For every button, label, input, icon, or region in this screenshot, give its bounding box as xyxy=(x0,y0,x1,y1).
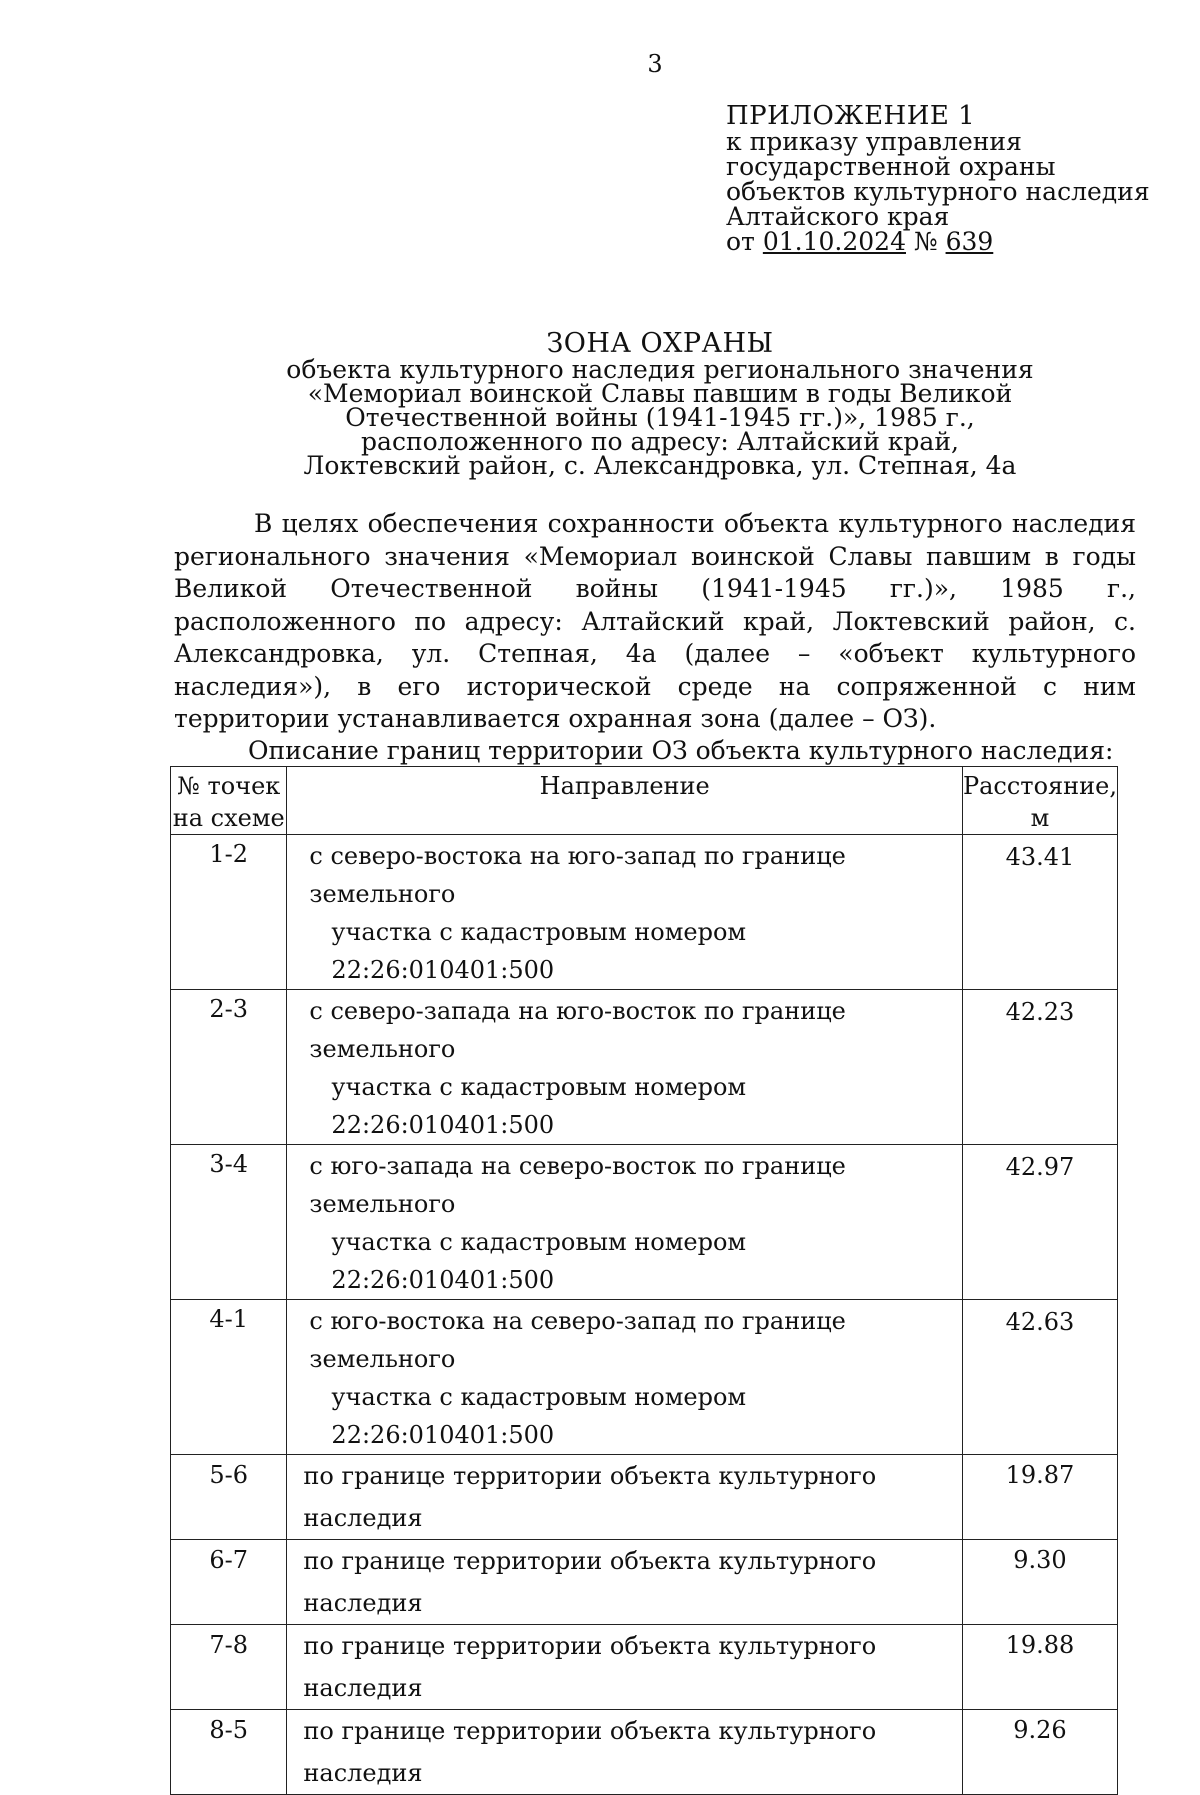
direction-cell: по границе территории объекта культурного наследия xyxy=(287,1710,963,1795)
distance-cell: 19.87 xyxy=(962,1455,1117,1540)
appendix-line: к приказу управления xyxy=(726,127,1022,156)
distance-cell: 9.26 xyxy=(962,1710,1117,1795)
appendix-title: ПРИЛОЖЕНИЕ 1 xyxy=(726,101,976,131)
table-row xyxy=(171,835,1118,990)
boundaries-table xyxy=(170,766,1118,1795)
distance-cell: 42.23 xyxy=(962,990,1117,1145)
table-row xyxy=(171,1145,1118,1300)
header-points: № точек на схеме xyxy=(171,767,287,835)
zone-line: объекта культурного наследия регионального значения xyxy=(286,355,1034,384)
number-prefix: № xyxy=(913,227,938,256)
direction-cell: с юго-востока на северо-запад по границе земельного участка с кадастровым номером 22:26:010401:500 xyxy=(287,1300,963,1455)
zone-line: Локтевский район, с. Александровка, ул. Степная, 4а xyxy=(303,451,1017,480)
distance-cell: 19.88 xyxy=(962,1625,1117,1710)
table-row xyxy=(171,990,1118,1145)
zone-title: ЗОНА ОХРАНЫ xyxy=(546,328,774,359)
zone-line: расположенного по адресу: Алтайский край, xyxy=(361,427,959,456)
appendix-line: государственной охраны xyxy=(726,152,1056,181)
appendix-line: Алтайского края xyxy=(726,202,950,231)
points-cell: 8-5 xyxy=(171,1710,287,1795)
points-cell: 4-1 xyxy=(171,1300,287,1455)
direction-cell: по границе территории объекта культурного наследия xyxy=(287,1540,963,1625)
zone-line: «Мемориал воинской Славы павшим в годы Великой xyxy=(307,379,1013,408)
zone-heading xyxy=(200,328,1120,480)
header-distance: Расстояние, м xyxy=(962,767,1117,835)
direction-cell: с юго-запада на северо-восток по границе земельного участка с кадастровым номером 22:26:010401:500 xyxy=(287,1145,963,1300)
points-cell: 3-4 xyxy=(171,1145,287,1300)
table-row xyxy=(171,1455,1118,1540)
direction-cell: по границе территории объекта культурного наследия xyxy=(287,1455,963,1540)
appendix-block xyxy=(726,101,1150,256)
table-row xyxy=(171,1300,1118,1455)
distance-cell: 42.97 xyxy=(962,1145,1117,1300)
appendix-date-line xyxy=(726,229,1150,254)
points-cell: 6-7 xyxy=(171,1540,287,1625)
zone-line: Отечественной войны (1941-1945 гг.)», 1985 г., xyxy=(345,403,975,432)
date-prefix: от xyxy=(726,227,755,256)
direction-cell: с северо-востока на юго-запад по границе земельного участка с кадастровым номером 22:26:010401:500 xyxy=(287,835,963,990)
table-row xyxy=(171,1540,1118,1625)
distance-cell: 42.63 xyxy=(962,1300,1117,1455)
table-caption: Описание границ территории ОЗ объекта культурного наследия: xyxy=(248,736,1114,765)
direction-cell: с северо-запада на юго-восток по границе земельного участка с кадастровым номером 22:26:010401:500 xyxy=(287,990,963,1145)
points-cell: 7-8 xyxy=(171,1625,287,1710)
order-date: 01.10.2024 xyxy=(762,227,906,256)
paragraph-text: В целях обеспечения сохранности объекта культурного наследия регионального значения «Мемориал воинской Славы павшим в годы Великой Отечественной войны (1941-1945 гг.)», 1985 г., расположенного по адресу: Алтайский край, Локтевский район, с. Александровка, ул. Степная, 4а (далее – «объект культурного наследия»), в его исторической среде на сопряженной с ним территории устанавливается охранная зона (далее – ОЗ). xyxy=(174,509,1136,733)
direction-cell: по границе территории объекта культурного наследия xyxy=(287,1625,963,1710)
distance-cell: 43.41 xyxy=(962,835,1117,990)
header-direction: Направление xyxy=(287,767,963,835)
body-paragraph xyxy=(174,508,1136,736)
page-number: 3 xyxy=(647,50,663,78)
table-header-row xyxy=(171,767,1118,835)
table-row xyxy=(171,1710,1118,1795)
points-cell: 5-6 xyxy=(171,1455,287,1540)
points-cell: 1-2 xyxy=(171,835,287,990)
distance-cell: 9.30 xyxy=(962,1540,1117,1625)
order-number: 639 xyxy=(945,227,994,256)
points-cell: 2-3 xyxy=(171,990,287,1145)
appendix-line: объектов культурного наследия xyxy=(726,177,1150,206)
